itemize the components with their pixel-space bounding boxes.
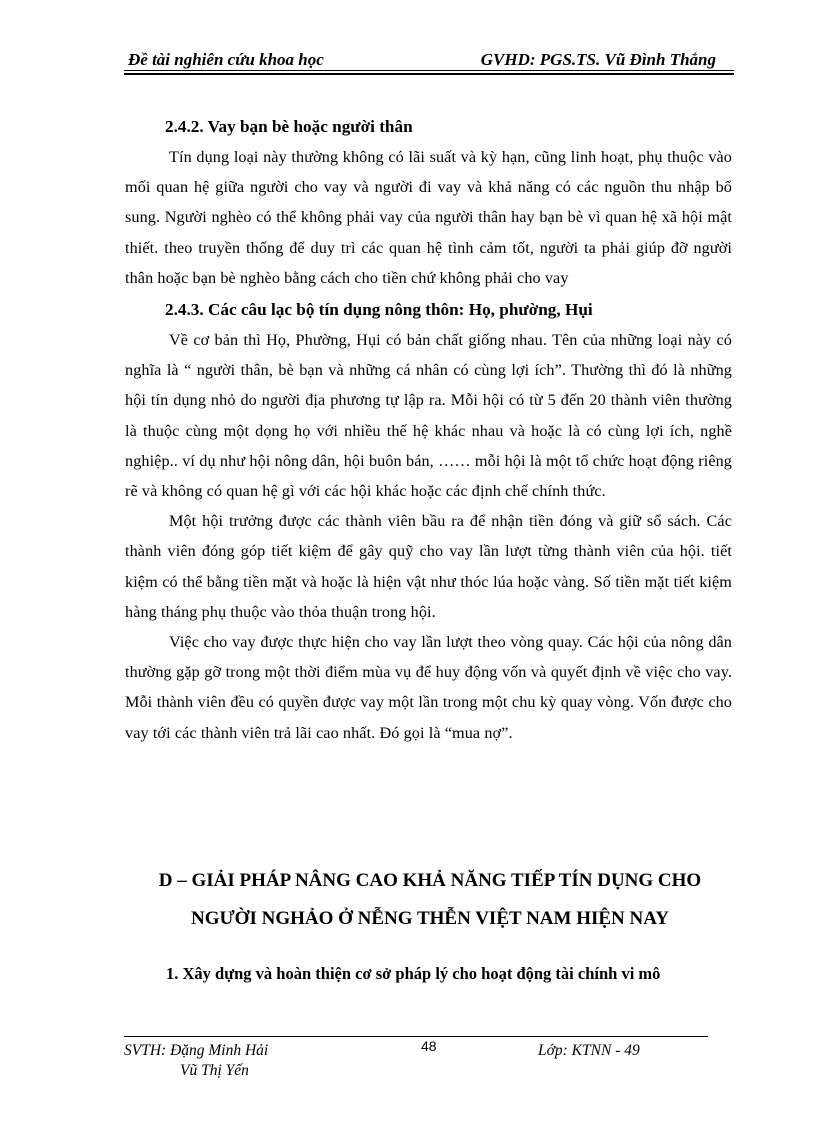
header-rule-thin [124,70,734,71]
header-topic: Đề tài nghiên cứu khoa học [128,50,324,69]
header-rule-thick [124,73,734,75]
section-title-line1: D – GIẢI PHÁP NÂNG CAO KHẢ NĂNG TIẾP TÍN DỤNG CHO [158,870,702,891]
footer-student-1: SVTH: Đặng Minh Hải [124,1042,269,1059]
body-content [125,112,732,748]
footer-student-2: Vũ Thị Yến [180,1062,249,1079]
heading-2-4-3: 2.4.3. Các câu lạc bộ tín dụng nông thôn: Họ, phường, Hụi [165,300,593,320]
page-header [124,46,734,72]
footer-rule [124,1036,708,1037]
paragraph-credit-clubs: Về cơ bản thì Họ, Phường, Hụi có bản chất giống nhau. Tên của những loại này có nghĩa là “ người thân, bè bạn và những cá nhân có cùng lợi ích”. Thường thì đó là những hội tín dụng nhỏ do người địa phương tự lập ra. Mỗi hội có từ 5 đến 20 thành viên thường là thuộc cùng một dọng họ với nhiều thế hệ khác nhau và hoặc là có cùng lợi ích, nghề nghiệp.. ví dụ như hội nông dân, hội buôn bán, …… mỗi hội là một tổ chức hoạt động riêng rẽ và không có quan hệ gì với các hội khác hoặc các định chế chính thức. [125,331,732,501]
section-d-heading [120,862,740,938]
page-number: 48 [421,1038,437,1054]
paragraph-club-leader: Một hội trưởng được các thành viên bầu ra để nhận tiền đóng và giữ sổ sách. Các thành viên đóng góp tiết kiệm để gây quỹ cho vay lần lượt từng thành viên của hội. tiết kiệm có thể bằng tiền mặt và hoặc là hiện vật như thóc lúa hoặc vàng. Số tiền mặt tiết kiệm hàng tháng phụ thuộc vào thỏa thuận trong hội. [125,512,732,621]
subsection-1-heading: 1. Xây dựng và hoàn thiện cơ sở pháp lý cho hoạt động tài chính vi mô [166,964,661,983]
paragraph-rotating-loans: Việc cho vay được thực hiện cho vay lần lượt theo vòng quay. Các hội của nông dân thường gặp gỡ trong một thời điểm mùa vụ để huy động vốn và quyết định về việc cho vay. Mỗi thành viên đều có quyền được vay một lần trong một chu kỳ quay vòng. Vốn được cho vay tới các thành viên trả lãi cao nhất. Đó gọi là “mua nợ”. [125,633,732,742]
section-title-line2: NGƯỜI NGHẢO Ở NỄNG THỄN VIỆT NAM HIỆN NAY [191,908,669,929]
heading-2-4-2: 2.4.2. Vay bạn bè hoặc người thân [165,117,413,136]
header-supervisor: GVHD: PGS.TS. Vũ Đình Thắng [480,50,716,69]
footer-class: Lớp: KTNN - 49 [538,1042,640,1059]
paragraph-borrow-friends: Tín dụng loại này thường không có lãi suất và kỳ hạn, cũng linh hoạt, phụ thuộc vào mối quan hệ giữa người cho vay và người đi vay và khả năng có các nguồn thu nhập bổ sung. Người nghèo có thể không phải vay của người thân hay bạn bè vì quan hệ xã hội mật thiết. theo truyền thống để duy trì các quan hệ tình cảm tốt, người ta phải giúp đỡ người thân hoặc bạn bè nghèo bằng cách cho tiền chứ không phải cho vay [125,148,732,287]
